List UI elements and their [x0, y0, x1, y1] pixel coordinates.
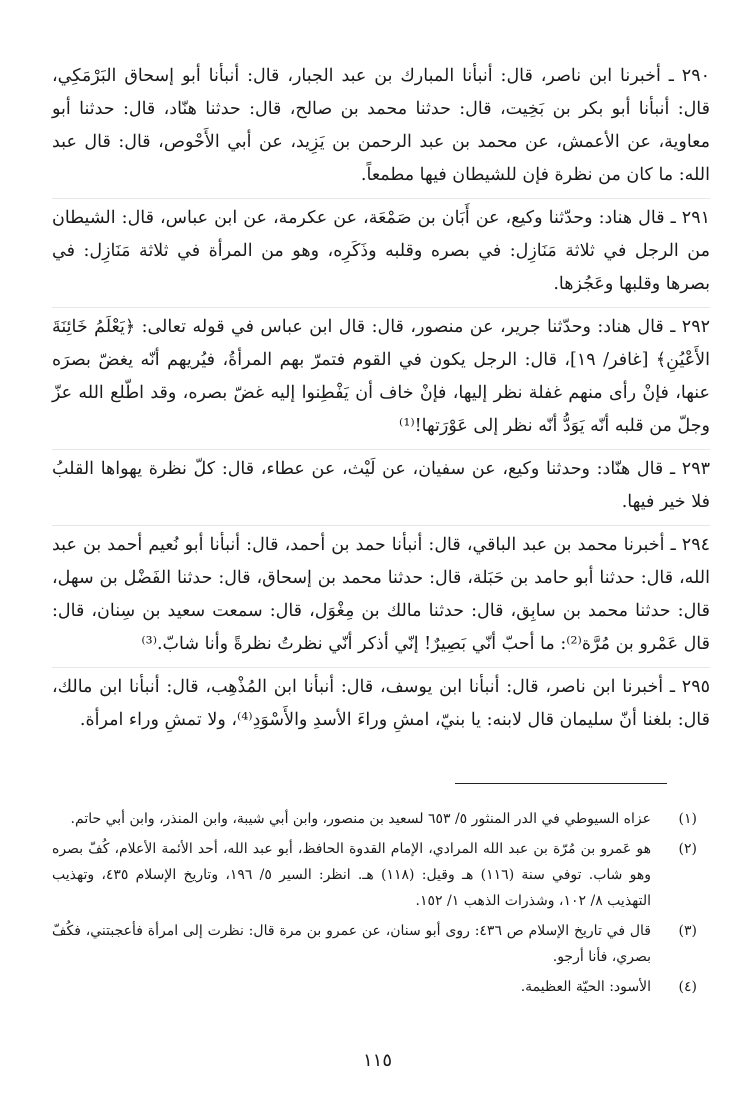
paragraph-292: ٢٩٢ ـ قال هناد: وحدّثنا جرير، عن منصور، قال: قال ابن عباس في قوله تعالى: ﴿يَعْلَمُ خَائِنَةَ الأَعْيُنِ﴾ [غافر/ ١٩]، قال: الرجل يكون في القوم فتمرّ بهم المرأةُ، فيُريهم أنّه يغضّ بصرَه عنها، فإنْ رأى منهم غفلة نظر إليها، فإنْ خاف أن يَفْطِنوا إليه غضّ بصره، وقد اطّلع الله عزّ وجلّ من قلبه أنّه يَوَدُّ أنّه نظر إلى عَوْرَتها!⁽¹⁾	[52, 311, 710, 450]
footnote-number: (١)	[678, 811, 697, 827]
footnotes	[52, 806, 697, 1004]
footnote-3	[52, 918, 697, 970]
paragraph-295: ٢٩٥ ـ أخبرنا ابن ناصر، قال: أنبأنا ابن يوسف، قال: أنبأنا ابن المُذْهِب، قال: أنبأنا ابن مالك، قال: بلغنا أنّ سليمان قال لابنه: يا بنيّ، امشِ وراءَ الأسدِ والأَسْوَدِ⁽⁴⁾، ولا تمشِ وراء امرأة.	[52, 677, 710, 730]
footnote-text: الأسود: الحيّة العظيمة.	[520, 979, 651, 995]
footnote-text: قال في تاريخ الإسلام ص ٤٣٦: روى أبو سنان، عن عمرو بن مرة قال: نظرت إلى امرأة فأعجبتني، فكُفّ بصري، فأنا أرجو.	[52, 923, 651, 965]
main-text	[52, 60, 710, 746]
footnote-text: عزاه السيوطي في الدر المنثور ٥/ ٦٥٣ لسعيد بن منصور، وابن أبي شيبة، وابن المنذر، وابن أبي حاتم.	[70, 811, 651, 827]
footnote-number: (٢)	[678, 841, 697, 857]
paragraph-294: ٢٩٤ ـ أخبرنا محمد بن عبد الباقي، قال: أنبأنا حمد بن أحمد، قال: أنبأنا أبو نُعيم أحمد بن عبد الله، قال: حدثنا أبو حامد بن حَبَلة، قال: حدثنا محمد بن إسحاق، قال: حدثنا الفَضْل بن سهل، قال: حدثنا محمد بن سابِق، قال: حدثنا مالك بن مِغْوَل، قال: سمعت سعيد بن سِنان، قال: قال عَمْرو بن مُرَّة⁽²⁾: ما أحبّ أنّي بَصِيرٌ! إنّي أذكر أنّي نظرتُ نظرةً وأنا شابّ.⁽³⁾	[52, 529, 710, 668]
footnote-number: (٤)	[678, 979, 697, 995]
footnote-number: (٣)	[678, 923, 697, 939]
footnote-text: هو عَمرو بن مُرّة بن عبد الله المرادي، الإمام القدوة الحافظ، أبو عبد الله، أحد الأئمة الأعلام، كُفّ بصره وهو شاب. توفي سنة (١١٦) هـ وقيل: (١١٨) هـ. انظر: السير ٥/ ١٩٦، وتاريخ الإسلام ٤٣٥، وتهذيب التهذيب ٨/ ١٠٢، وشذرات الذهب ١/ ١٥٢.	[52, 841, 651, 909]
footnote-4	[52, 974, 697, 1000]
paragraph-293: ٢٩٣ ـ قال هنّاد: وحدثنا وكيع، عن سفيان، عن لَيْث، عن عطاء، قال: كلّ نظرة يهواها القلبُ فلا خير فيها.	[52, 453, 710, 526]
footnote-separator	[455, 783, 667, 784]
paragraph-291: ٢٩١ ـ قال هناد: وحدّثنا وكيع، عن أَبَان بن صَمْعَة، عن عكرمة، عن ابن عباس، قال: الشيطان من الرجل في ثلاثة مَنَازِل: في بصره وقلبه وذَكَرِه، وهو من المرأة في ثلاثة مَنَازِل: في بصرها وقلبها وعَجُزها.	[52, 202, 710, 308]
footnote-2	[52, 836, 697, 914]
footnote-1	[52, 806, 697, 832]
paragraph-290: ٢٩٠ ـ أخبرنا ابن ناصر، قال: أنبأنا المبارك بن عبد الجبار، قال: أنبأنا أبو إسحاق البَرْمَكِي، قال: أنبأنا أبو بكر بن بَخِيت، قال: حدثنا محمد بن صالح، قال: حدثنا هنّاد، قال: حدثنا أبو معاوية، عن الأعمش، عن محمد بن عبد الرحمن بن يَزِيد، عن أبي الأَحْوص، قال: قال عبد الله: ما كان من نظرة فإن للشيطان فيها مطمعاً.	[52, 60, 710, 199]
page-number: ١١٥	[362, 1050, 392, 1071]
